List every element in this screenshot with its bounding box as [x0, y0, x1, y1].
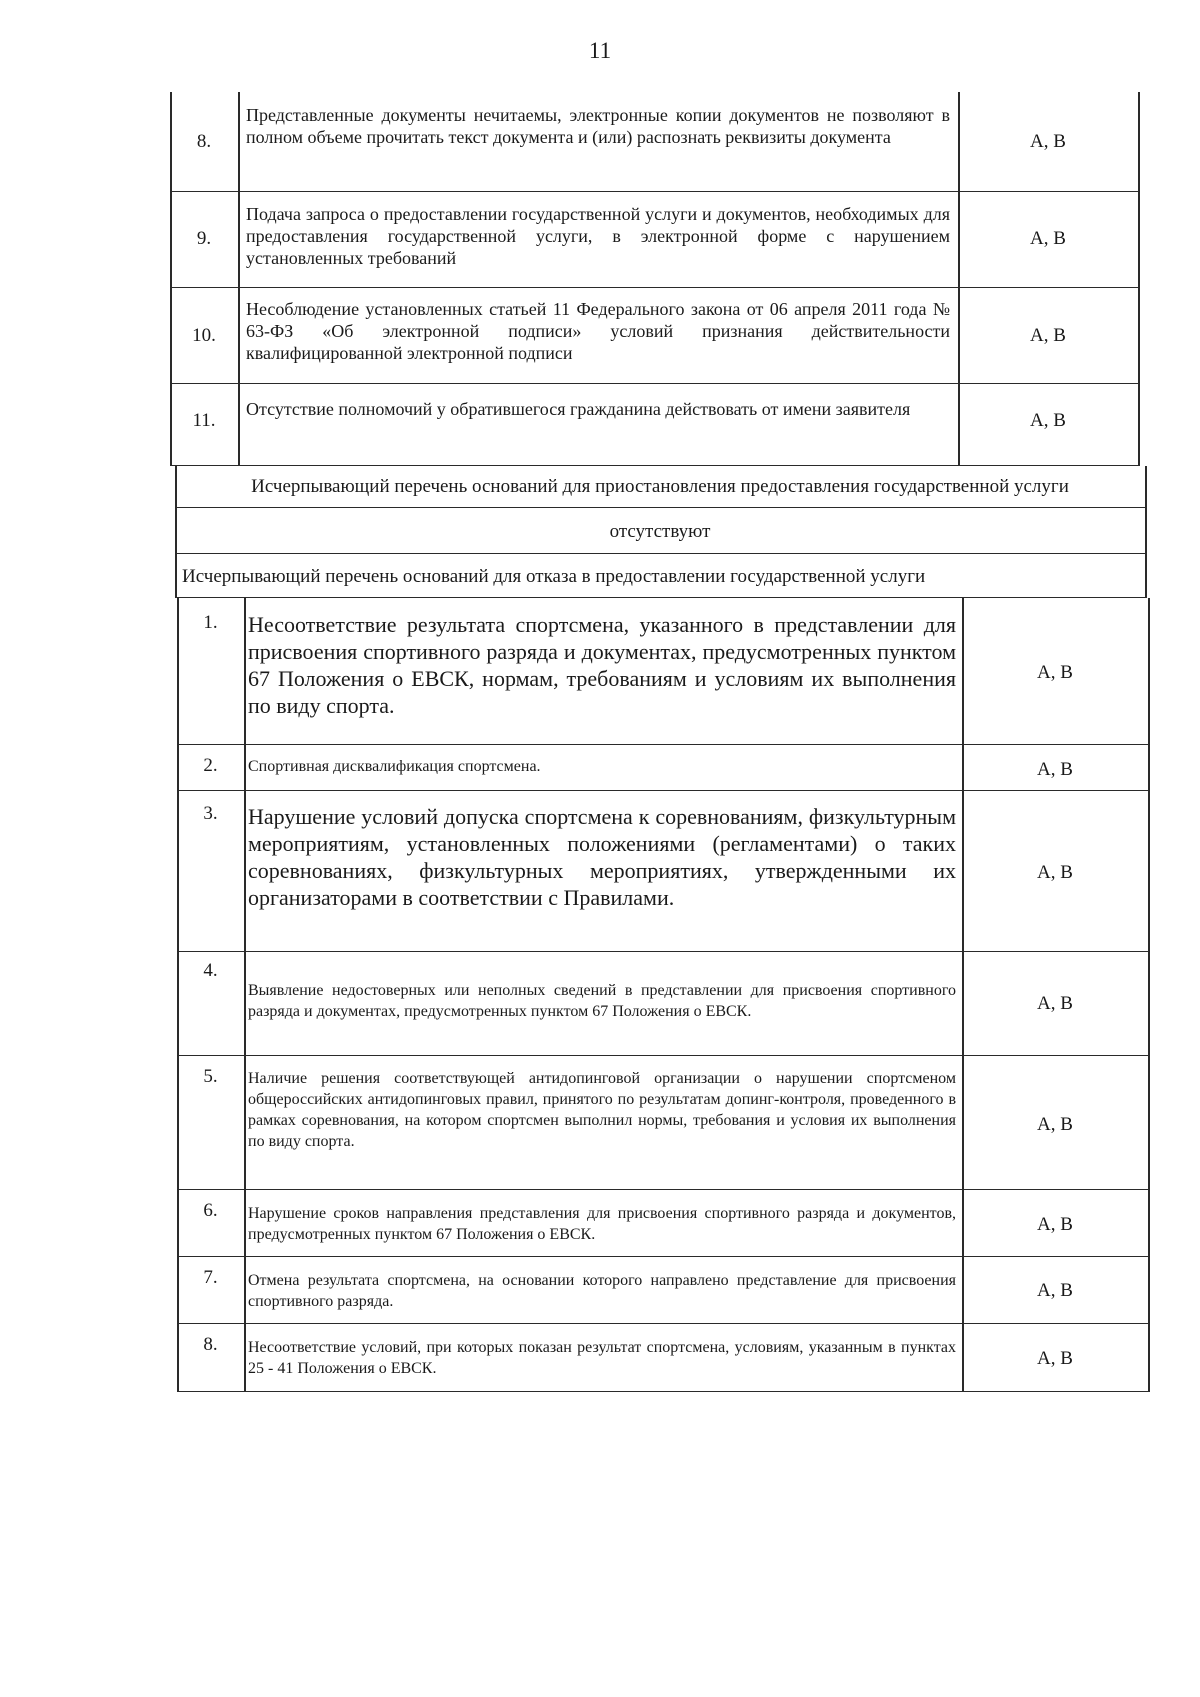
row-code: А, В: [1037, 1214, 1073, 1235]
row-code: А, В: [1030, 410, 1066, 431]
table-border-right-b: [1148, 598, 1150, 1392]
table-border-right-s: [1145, 466, 1147, 598]
row-text: Подача запроса о предоставлении государственной услуги и документов, необходимых для предоставления государственной услуги, в электронной форме с нарушением установленных требований: [246, 204, 950, 268]
row-number: 7.: [203, 1267, 218, 1288]
suspension-heading: Исчерпывающий перечень оснований для приостановления предоставления государственной услуги: [251, 476, 1069, 497]
row-number: 1.: [203, 612, 218, 633]
row-text: Представленные документы нечитаемы, электронные копии документов не позволяют в полном объеме прочитать текст документа и (или) распознать реквизиты документа: [246, 105, 950, 147]
row-code: А, В: [1030, 228, 1066, 249]
suspension-value: отсутствуют: [609, 521, 711, 542]
row-code: А, В: [1030, 131, 1066, 152]
row-text: Отсутствие полномочий у обратившегося гражданина действовать от имени заявителя: [246, 399, 911, 419]
row-number: 11.: [192, 410, 216, 431]
row-code: А, В: [1037, 862, 1073, 883]
row-text: Нарушение сроков направления представления для присвоения спортивного разряда и документов, предусмотренных пунктом 67 Положения о ЕВСК.: [248, 1205, 956, 1243]
row-number: 10.: [192, 325, 216, 346]
row-number: 8.: [196, 131, 212, 152]
row-text: Нарушение условий допуска спортсмена к соревнованиям, физкультурным мероприятиям, установленных положениями (регламентами) о таких соревнованиях, физкультурных мероприятиях, утвержденными их организаторами в соответствии с Правилами.: [248, 804, 956, 910]
row-number: 6.: [203, 1200, 218, 1221]
row-code: А, В: [1037, 1280, 1073, 1301]
row-text: Отмена результата спортсмена, на основании которого направлено представление для присвоения спортивного разряда.: [248, 1272, 956, 1310]
row-code: А, В: [1037, 993, 1073, 1014]
row-code: А, В: [1030, 325, 1066, 346]
row-text: Несоответствие результата спортсмена, указанного в представлении для присвоения спортивного разряда и документах, предусмотренных пунктом 67 Положения о ЕВСК, нормам, требованиям и условиям их выполнения по виду спорта.: [248, 612, 956, 718]
row-code: А, В: [1037, 759, 1073, 780]
row-text: Несоответствие условий, при которых показан результат спортсмена, условиям, указанным в пунктах 25 - 41 Положения о ЕВСК.: [248, 1339, 956, 1377]
refusal-heading: Исчерпывающий перечень оснований для отказа в предоставлении государственной услуги: [182, 566, 926, 587]
row-code: А, В: [1037, 662, 1073, 683]
row-text: Наличие решения соответствующей антидопинговой организации о нарушении спортсменом общероссийских антидопинговых правил, принятого по результатам допинг-контроля, проведенного в рамках соревнования, на котором спортсмен выполнил нормы, требования и условия их выполнения по виду спорта.: [248, 1070, 956, 1150]
row-number: 8.: [203, 1334, 218, 1355]
row-number: 3.: [203, 803, 218, 824]
table-border-right-a: [1138, 92, 1140, 466]
row-text: Спортивная дисквалификация спортсмена.: [248, 758, 541, 775]
row-number: 2.: [203, 755, 218, 776]
page-number: 11: [588, 38, 612, 63]
row-number: 4.: [203, 960, 218, 981]
row-number: 9.: [196, 228, 212, 249]
row-text: Несоблюдение установленных статьей 11 Федерального закона от 06 апреля 2011 года № 63-ФЗ «Об электронной подписи» условий признания действительности квалифицированной электронной подписи: [246, 299, 950, 363]
row-code: А, В: [1037, 1348, 1073, 1369]
row-number: 5.: [203, 1066, 218, 1087]
row-code: А, В: [1037, 1114, 1073, 1135]
row-text: Выявление недостоверных или неполных сведений в представлении для присвоения спортивного разряда и документах, предусмотренных пунктом 67 Положения о ЕВСК.: [248, 982, 956, 1020]
